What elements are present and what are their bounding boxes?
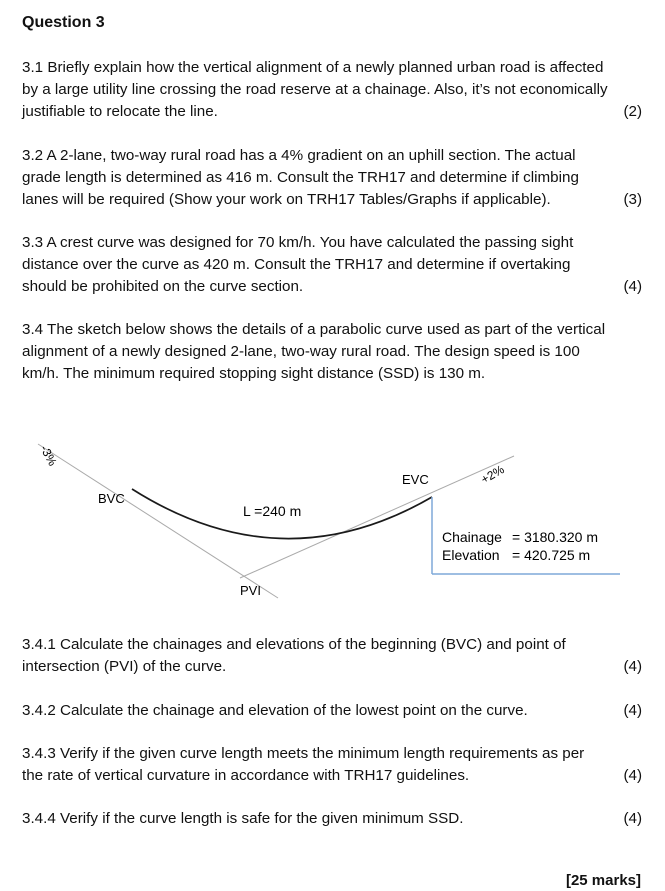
chainage-value: = 3180.320 m — [512, 529, 599, 545]
total-marks: [25 marks] — [565, 872, 641, 889]
vertical-curve-sketch — [0, 420, 665, 610]
marks-label: (2) — [623, 103, 642, 120]
question-line: (2) justifiable to relocate the line. — [22, 101, 642, 123]
question-line: 3.2 A 2-lane, two-way rural road has a 4% gradient on an uphill section. The actual — [22, 147, 576, 164]
question-3-2 — [22, 145, 642, 211]
question-line: 3.3 A crest curve was designed for 70 km/h. You have calculated the passing sight — [22, 234, 574, 251]
question-line: (4) 3.4.4 Verify if the curve length is safe for the given minimum SSD. — [22, 808, 642, 830]
question-line: 3.4 The sketch below shows the details of a parabolic curve used as part of the vertical — [22, 321, 606, 338]
curve-length-label: L =240 m — [243, 503, 302, 519]
marks-label: (4) — [623, 278, 642, 295]
question-line: 3.4.3 Verify if the given curve length meets the minimum length requirements as per — [22, 745, 585, 762]
question-line: 3.1 Briefly explain how the vertical alignment of a newly planned urban road is affected — [22, 59, 604, 76]
evc-label: EVC — [402, 472, 429, 487]
grade-line-left — [38, 444, 278, 598]
grade-left-label: -3% — [37, 442, 60, 469]
marks-label: (3) — [623, 191, 642, 208]
question-3-1 — [22, 57, 642, 123]
question-line: 3.4.1 Calculate the chainages and elevations of the beginning (BVC) and point of — [22, 636, 566, 653]
bvc-label: BVC — [98, 491, 125, 506]
grade-right-label: +2% — [478, 462, 507, 487]
question-3-4 — [22, 319, 642, 385]
question-line: km/h. The minimum required stopping sight distance (SSD) is 130 m. — [22, 365, 486, 382]
question-line: (4) 3.4.2 Calculate the chainage and elevation of the lowest point on the curve. — [22, 700, 642, 722]
elevation-label: Elevation — [442, 547, 500, 563]
question-3-4-2 — [22, 700, 642, 722]
question-line: (4) should be prohibited on the curve section. — [22, 276, 642, 298]
question-line: grade length is determined as 416 m. Consult the TRH17 and determine if climbing — [22, 169, 579, 186]
question-line: (4) intersection (PVI) of the curve. — [22, 656, 642, 678]
question-line: (4) the rate of vertical curvature in accordance with TRH17 guidelines. — [22, 765, 642, 787]
marks-label: (4) — [623, 810, 642, 827]
question-3-4-3 — [22, 743, 642, 787]
question-line: alignment of a newly designed 2-lane, two-way rural road. The design speed is 100 — [22, 343, 580, 360]
chainage-label: Chainage — [442, 529, 502, 545]
question-line: (3) lanes will be required (Show your work on TRH17 Tables/Graphs if applicable). — [22, 189, 642, 211]
marks-label: (4) — [623, 702, 642, 719]
elevation-value: = 420.725 m — [512, 547, 591, 563]
marks-label: (4) — [623, 767, 642, 784]
question-3-3 — [22, 232, 642, 298]
question-line: distance over the curve as 420 m. Consult the TRH17 and determine if overtaking — [22, 256, 571, 273]
pvi-label: PVI — [240, 583, 261, 598]
question-3-4-1 — [22, 634, 642, 678]
marks-label: (4) — [623, 658, 642, 675]
question-line: by a large utility line crossing the road reserve at a chainage. Also, it’s not economically — [22, 81, 608, 98]
question-title: Question 3 — [22, 14, 105, 31]
question-3-4-4 — [22, 808, 642, 830]
